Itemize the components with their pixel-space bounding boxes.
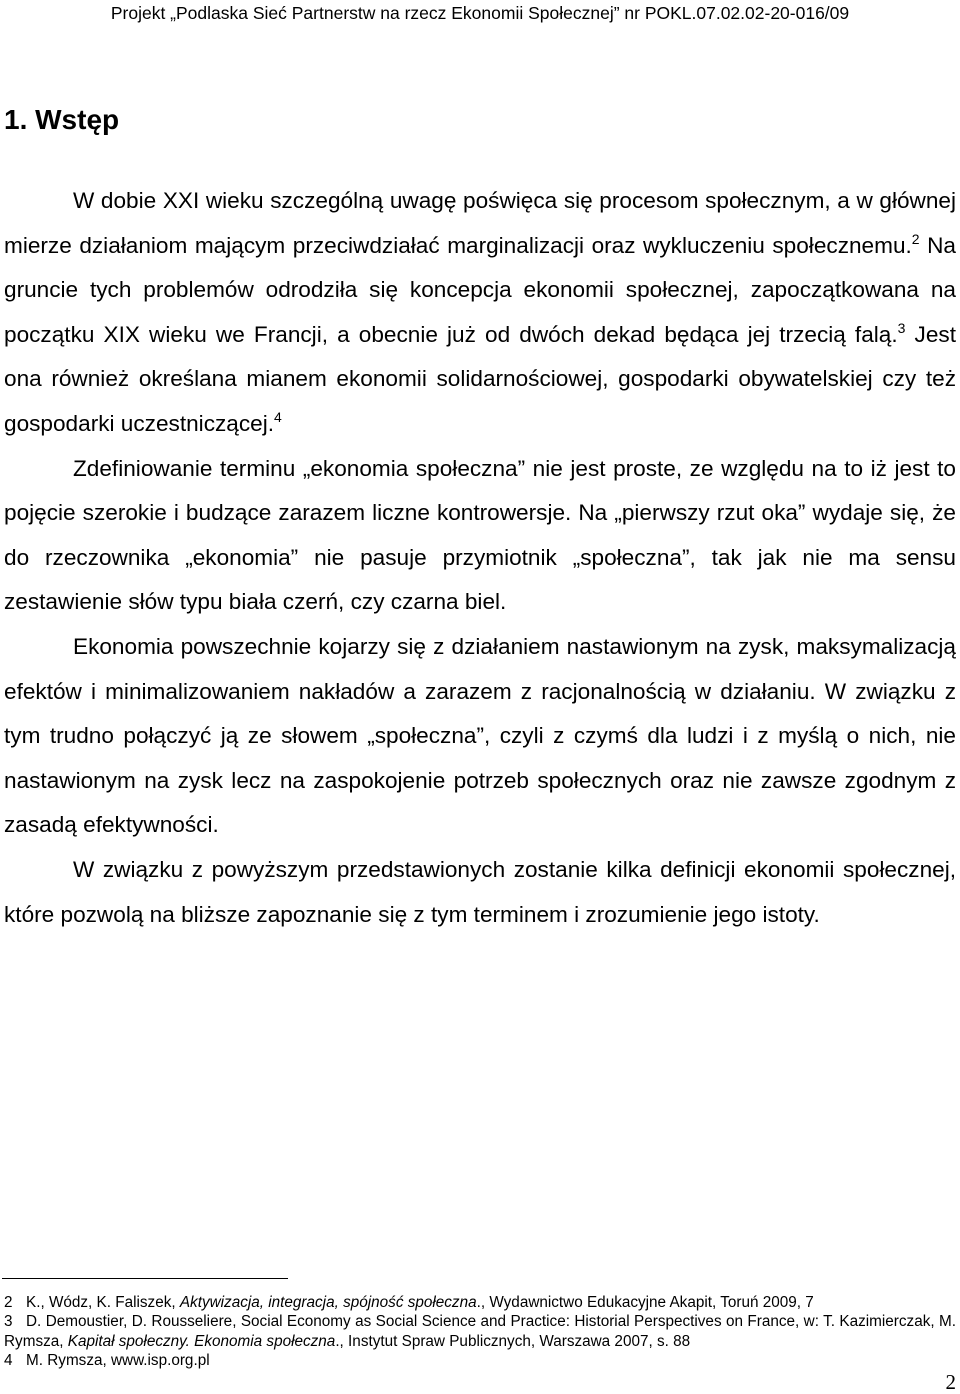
footnote-book-title: Aktywizacja, integracja, spójność społeczna [179,1294,477,1311]
paragraph-1 [4,179,956,447]
footnote-text-end: ., Wydawnictwo Edukacyjne Akapit, Toruń 2009, 7 [476,1294,814,1311]
footnote-text: D. Demoustier, D. Rousseliere, Social Economy as Social Science and Practice: Historial Perspectives on France, w: T. Kazimierczak, M. Rymsza, [4,1313,956,1350]
footnote-3 [4,1312,956,1351]
running-header: Projekt „Podlaska Sieć Partnerstw na rzecz Ekonomii Społecznej” nr POKL.07.02.02-20-016/09 [110,3,850,23]
footnote-text[interactable]: M. Rymsza, www.isp.org.pl [26,1352,210,1370]
footnote-number: 3 [4,1313,13,1331]
paragraph-1-part-b: Na gruncie tych problemów odrodziła się koncepcja ekonomii społecznej, zapoczątkowana na początku XIX wieku we Francji, a obecnie już od dwóch dekad będąca jej trzecią falą. [4,232,956,347]
paragraph-4: W związku z powyższym przedstawionych zostanie kilka definicji ekonomii społecznej, które pozwolą na bliższe zapoznanie się z tym terminem i zrozumienie jego istoty. [4,856,956,927]
main-text [4,179,956,937]
footnote-ref-3[interactable]: 3 [897,319,906,336]
footnote-ref-4[interactable]: 4 [274,408,282,425]
footnote-number: 2 [4,1294,13,1311]
footnote-number: 4 [4,1352,13,1370]
footnote-2 [4,1293,956,1312]
paragraph-1-part-a: W dobie XXI wieku szczególną uwagę poświęca się procesom społecznym, a w głównej mierze działaniom mającym przeciwdziałać marginalizacji oraz wykluczeniu społecznemu. [4,188,956,258]
page-number: 2 [945,1370,956,1394]
section-heading: 1. Wstęp [4,104,120,135]
footnotes [4,1293,956,1371]
paragraph-1-part-c: Jest ona również określana mianem ekonomii solidarnościowej, gospodarki obywatelskiej czy też gospodarki uczestniczącej. [4,321,956,436]
footnote-book-title: Kapitał społeczny. Ekonomia społeczna [67,1332,336,1350]
footnote-text: K., Wódz, K. Faliszek, [26,1294,180,1311]
paragraph-2: Zdefiniowanie terminu „ekonomia społeczna” nie jest proste, ze względu na to iż jest to pojęcie szerokie i budzące zarazem liczne kontrowersje. Na „pierwszy rzut oka” wydaje się, że do rzeczownika „ekonomia” nie pasuje przymiotnik „społeczna”, tak jak nie ma sensu zestawienie słów typu biała czerń, czy czarna biel. [4,455,956,615]
footnote-text-end: ., Instytut Spraw Publicznych, Warszawa 2007, s. 88 [335,1332,691,1350]
paragraph-3: Ekonomia powszechnie kojarzy się z działaniem nastawionym na zysk, maksymalizacją efektów i minimalizowaniem nakładów a zarazem z racjonalnością w działaniu. W związku z tym trudno połączyć ją ze słowem „społeczna”, czyli z czymś dla ludzi i z myślą o nich, nie nastawionym na zysk lecz na zaspokojenie potrzeb społecznych oraz nie zawsze zgodnym z zasadą efektywności. [4,633,956,838]
footnote-separator [2,1278,288,1279]
footnote-ref-2[interactable]: 2 [911,230,920,247]
footnote-4 [4,1351,956,1370]
